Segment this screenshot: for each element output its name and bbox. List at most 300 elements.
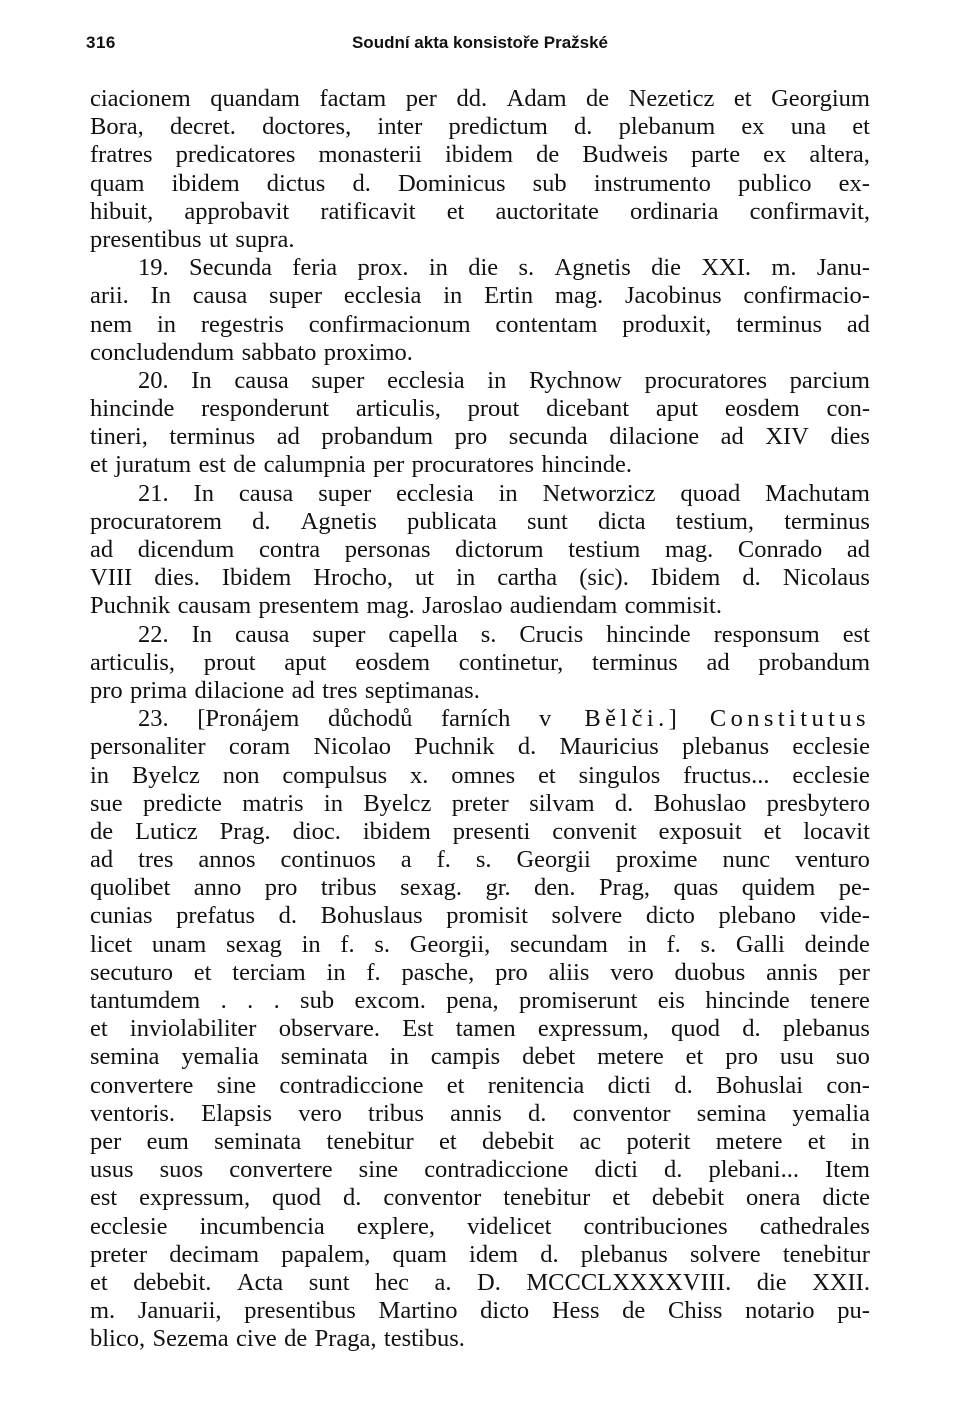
word: dicta — [597, 507, 646, 535]
word: a. — [434, 1268, 452, 1296]
text-line — [90, 621, 870, 649]
word: pasche, — [401, 958, 475, 986]
word: per — [90, 1127, 122, 1155]
word: x. — [410, 761, 429, 789]
word: est — [90, 1184, 118, 1212]
word: monasterii — [318, 141, 422, 169]
word: secundam — [510, 930, 608, 958]
word: hincinde — [90, 395, 175, 423]
word: eis — [657, 987, 685, 1014]
word: vero — [610, 958, 654, 986]
word: 23. — [138, 705, 169, 733]
word: hincinde — [606, 620, 691, 648]
word: ex — [741, 113, 765, 141]
word: Hrocho, — [313, 564, 393, 592]
word: plebanus — [682, 733, 770, 761]
word: Bohuslao — [653, 789, 747, 817]
word: debebit. — [133, 1268, 212, 1296]
word: responderunt — [201, 395, 330, 423]
word: Jacobinus — [624, 282, 722, 310]
word: prima — [130, 676, 188, 704]
word: sue — [90, 789, 123, 817]
word: una — [790, 113, 827, 141]
word: compulsus — [282, 761, 388, 789]
word: seminata — [214, 1127, 302, 1155]
word: presenti — [452, 817, 531, 845]
word: contentam — [495, 310, 598, 338]
word: Janu- — [816, 254, 870, 282]
word: s. — [480, 620, 497, 648]
word: super — [318, 479, 372, 507]
text-line — [90, 1269, 870, 1297]
word: confirmavit, — [749, 197, 870, 225]
word: Puchnik — [90, 592, 171, 620]
word: 19. — [138, 254, 169, 282]
word: ibidem — [171, 169, 240, 197]
word: dicto — [645, 902, 695, 930]
word: In — [191, 366, 212, 394]
word: et — [90, 1268, 108, 1296]
word: dicto — [480, 1297, 530, 1325]
word: ad — [720, 423, 744, 451]
word: m. — [771, 254, 797, 282]
word: deinde — [804, 930, 870, 958]
word: decimam — [169, 1240, 260, 1268]
word: ex- — [838, 169, 870, 197]
word: omnes — [451, 761, 516, 789]
word: terciam — [232, 958, 306, 986]
word: Sezema — [152, 1325, 229, 1353]
text-line — [90, 480, 870, 508]
text-line — [90, 818, 870, 846]
word: quod — [272, 1184, 322, 1212]
word: per — [405, 85, 437, 112]
word: s. — [475, 846, 492, 874]
word: pena, — [446, 987, 499, 1014]
word: quoad — [680, 479, 741, 507]
word: Acta — [236, 1268, 284, 1296]
word: in — [326, 958, 346, 986]
word: et — [90, 451, 108, 479]
word: f. — [366, 958, 381, 986]
word: locavit — [803, 817, 870, 845]
word: dicebant — [546, 395, 630, 423]
word: d. — [742, 1015, 761, 1043]
text-line — [90, 762, 870, 790]
word: Januarii, — [137, 1297, 222, 1325]
word: quandam — [210, 85, 300, 112]
word: et — [733, 85, 752, 112]
word: [Pronájem — [197, 705, 300, 733]
text-line — [90, 564, 870, 592]
word: tantumdem — [90, 987, 201, 1014]
word: dicendum — [137, 536, 235, 563]
text-line — [90, 1184, 870, 1212]
word: terminus — [592, 648, 678, 676]
word: per — [838, 958, 870, 986]
word: personas — [344, 536, 431, 563]
word: ad — [90, 536, 114, 563]
word: dicti — [607, 1071, 652, 1099]
word: Praga, — [314, 1325, 377, 1353]
word: conventor — [383, 1184, 482, 1212]
text-line — [90, 959, 870, 987]
word: sexag. — [400, 874, 463, 902]
word: sine — [216, 1071, 257, 1099]
word: Ertin — [484, 282, 534, 310]
word: quolibet — [90, 874, 171, 902]
word: super — [311, 366, 365, 394]
word: causam — [177, 592, 252, 620]
word: eosdem — [355, 648, 431, 676]
word: dies. — [154, 564, 200, 592]
word: den. — [534, 874, 576, 902]
word: důchodů — [327, 705, 413, 733]
word: hincinde — [705, 987, 790, 1014]
word: sine — [358, 1156, 399, 1184]
word: usu — [779, 1043, 814, 1071]
word: Agnetis — [554, 254, 631, 282]
word: supra. — [235, 225, 295, 253]
word: pro — [725, 1043, 758, 1071]
word: promisit — [446, 902, 528, 930]
word: juratum — [115, 451, 192, 479]
word: altera, — [809, 141, 870, 169]
word: in — [443, 282, 463, 310]
word: sub — [300, 987, 335, 1014]
word: inviolabiliter — [129, 1015, 257, 1043]
word: ibidem — [444, 141, 513, 169]
word: ad — [706, 648, 730, 676]
word: poterit — [626, 1127, 691, 1155]
word: Chiss — [667, 1297, 723, 1325]
word: promiserunt — [518, 987, 638, 1014]
word: quam — [90, 169, 145, 197]
word: debebit — [481, 1127, 555, 1155]
word: capella — [388, 620, 458, 648]
word: ad — [291, 676, 315, 704]
word: proximo. — [323, 338, 413, 366]
text-line — [90, 733, 870, 761]
word: contribuciones — [583, 1212, 728, 1240]
word: proxime — [615, 846, 698, 874]
word: tamen — [455, 1015, 516, 1043]
word: Prag. — [219, 817, 271, 845]
word: causa — [234, 620, 290, 648]
word: ecclesie — [792, 761, 870, 789]
word: aput — [284, 648, 327, 676]
text-line — [90, 987, 870, 1015]
text-line — [90, 592, 870, 620]
word: mag. — [366, 592, 415, 620]
word: testibus. — [383, 1325, 465, 1353]
word: ecclesia — [396, 479, 474, 507]
word: et — [538, 761, 556, 789]
word: calumpnia — [263, 451, 366, 479]
text-line — [90, 282, 870, 310]
word: die — [468, 254, 499, 282]
word: causa — [238, 479, 294, 507]
word: presbytero — [766, 789, 870, 817]
word: tenere — [810, 987, 870, 1014]
word: causa — [234, 366, 289, 394]
word: Ibidem — [221, 564, 292, 592]
word: Adam — [506, 85, 567, 112]
text-line — [90, 311, 870, 339]
word: solvere — [689, 1240, 761, 1268]
word: procuratores — [644, 366, 768, 394]
word: usus — [90, 1156, 134, 1184]
word: cunias — [90, 902, 153, 930]
word: ratificavit — [320, 197, 416, 225]
word: personaliter — [90, 733, 206, 761]
word: cive — [236, 1325, 277, 1353]
word: excom. — [354, 987, 426, 1014]
word: ibidem — [362, 817, 431, 845]
word: parte — [691, 141, 741, 169]
word: pe- — [838, 874, 870, 902]
page-number: 316 — [86, 33, 116, 52]
word: matris — [242, 789, 304, 817]
text-line — [90, 1015, 870, 1043]
word: in — [301, 930, 321, 958]
word: s. — [700, 930, 717, 958]
word: terminus — [736, 310, 822, 338]
word: contradiccione — [279, 1071, 424, 1099]
word: 22. — [138, 620, 169, 648]
word: procuratorem — [90, 507, 222, 535]
word: approbavit — [184, 197, 290, 225]
word: mag. — [664, 536, 714, 563]
word: notario — [745, 1297, 815, 1325]
word: semina — [90, 1043, 160, 1071]
word: 20. — [138, 366, 169, 394]
word: expressum, — [139, 1184, 251, 1212]
word: sabbato — [241, 338, 317, 366]
word: Rychnow — [528, 366, 622, 394]
word: in — [456, 564, 476, 592]
word: f. — [340, 930, 355, 958]
word: fructus... — [683, 761, 770, 789]
word: d. — [574, 113, 593, 141]
word: est — [198, 451, 226, 479]
word: d. — [343, 1184, 362, 1212]
text-line — [90, 1156, 870, 1184]
word: ordinaria — [630, 197, 719, 225]
word: ciacionem — [90, 85, 191, 112]
word: yemalia — [181, 1043, 259, 1071]
word: convenit — [552, 817, 637, 845]
word: in — [627, 930, 647, 958]
word: et — [438, 1127, 457, 1155]
word: prefatus — [176, 902, 256, 930]
word: Bohuslaus — [320, 902, 423, 930]
word: solvere — [551, 902, 623, 930]
text-line — [90, 395, 870, 423]
word: in — [487, 366, 507, 394]
word: secuturo — [90, 958, 173, 986]
word: metere — [715, 1127, 783, 1155]
text-line — [90, 113, 870, 141]
word: . — [247, 987, 254, 1014]
text-line — [90, 931, 870, 959]
word: Nezeticz — [628, 85, 715, 112]
word: inter — [377, 113, 423, 141]
word: Secunda — [188, 254, 272, 282]
word: licet — [90, 930, 133, 958]
word: Bohuslai — [715, 1071, 804, 1099]
word: m. — [90, 1297, 116, 1325]
word: convertere — [229, 1156, 333, 1184]
word: presentibus — [90, 225, 202, 253]
word: Byelcz — [363, 789, 432, 817]
word: Luticz — [135, 817, 198, 845]
word: (sic). — [579, 564, 629, 592]
word: prox. — [357, 254, 409, 282]
word: blico, — [90, 1325, 146, 1353]
word: et — [763, 817, 782, 845]
word: sunt — [526, 507, 568, 535]
word: v — [539, 705, 556, 733]
word: probandum — [321, 423, 433, 451]
word: cartha — [497, 564, 558, 592]
word: contradiccione — [424, 1156, 569, 1184]
word: in — [428, 254, 448, 282]
word: de — [536, 141, 560, 169]
word: de — [90, 817, 114, 845]
word: causa — [192, 282, 248, 310]
word: farních — [440, 705, 511, 733]
word: probandum — [758, 648, 870, 676]
word: annis — [766, 958, 818, 986]
word: vero — [298, 1099, 342, 1127]
word: quod — [671, 1015, 721, 1043]
word: Georgium — [771, 85, 870, 112]
word: continuos — [280, 846, 376, 874]
word: Conrado — [737, 536, 823, 563]
word: tenebitur — [782, 1240, 870, 1268]
word: ad — [276, 423, 300, 451]
word: et — [852, 113, 870, 141]
word: plebano — [718, 902, 797, 930]
word: XXII. — [812, 1268, 870, 1296]
word: predictum — [448, 113, 548, 141]
word: ecclesia — [343, 282, 422, 310]
word: audiendam — [509, 592, 618, 620]
word: videlicet — [467, 1212, 552, 1240]
word: decret. — [169, 113, 236, 141]
word: ad — [90, 846, 114, 874]
word: sunt — [308, 1268, 350, 1296]
word: f. — [666, 930, 681, 958]
word: in — [323, 789, 343, 817]
word: Puchnik — [414, 733, 495, 761]
word: aliis — [548, 958, 590, 986]
word: eosdem — [724, 395, 800, 423]
word: commisit. — [624, 592, 722, 620]
word: Bora, — [90, 113, 144, 141]
word: Budweis — [582, 141, 669, 169]
word: dictorum — [455, 536, 544, 563]
word: pro — [264, 874, 298, 902]
text-line — [90, 846, 870, 874]
word: con- — [826, 395, 870, 423]
word: Georgii, — [409, 930, 491, 958]
word: hibuit, — [90, 197, 154, 225]
word: et — [90, 1015, 108, 1043]
word: MCCCLXXXXVIII. — [526, 1268, 732, 1296]
word: confirmacio- — [743, 282, 870, 310]
text-line — [90, 423, 870, 451]
body-text — [90, 85, 870, 1353]
word: Byelcz — [131, 761, 200, 789]
word: dies — [830, 423, 870, 451]
word: . — [220, 987, 227, 1014]
word: auctoritate — [495, 197, 599, 225]
word: conventor — [572, 1099, 671, 1127]
word: idem — [469, 1240, 519, 1268]
word: Ibidem — [650, 564, 721, 592]
word: Georgii — [516, 846, 591, 874]
word: hincinde. — [541, 451, 632, 479]
word: parcium — [789, 366, 870, 394]
word: dictus — [266, 169, 326, 197]
word: d. — [540, 1240, 559, 1268]
word: in — [90, 761, 110, 789]
word: exposuit — [658, 817, 742, 845]
running-head: Soudní akta konsistoře Pražské — [351, 33, 609, 52]
word: articulis, — [90, 648, 176, 676]
word: expressum, — [537, 1015, 649, 1043]
word: dilacione — [194, 676, 285, 704]
word: In — [150, 282, 171, 310]
word: Dominicus — [397, 169, 506, 197]
word: ventoris. — [90, 1099, 176, 1127]
word: Elapsis — [201, 1099, 273, 1127]
word: prout — [203, 648, 256, 676]
text-line — [90, 1100, 870, 1128]
text-line — [90, 451, 870, 479]
word: cathedrales — [759, 1212, 870, 1240]
word: ut — [415, 564, 435, 592]
word: plebanus — [782, 1015, 870, 1043]
word: f. — [436, 846, 451, 874]
word: d. — [278, 902, 298, 930]
word: s. — [518, 254, 535, 282]
word: et — [193, 958, 212, 986]
word: suos — [159, 1156, 204, 1184]
word: ad — [846, 536, 870, 563]
word: Hess — [551, 1297, 600, 1325]
word: ecclesie — [90, 1212, 168, 1240]
word: observare. — [278, 1015, 381, 1043]
word: annos — [198, 846, 256, 874]
word: quam — [392, 1240, 447, 1268]
word: pu- — [837, 1297, 870, 1325]
word: in — [850, 1127, 870, 1155]
text-line — [90, 705, 870, 733]
word: Galli — [735, 930, 785, 958]
word: sub — [532, 169, 567, 197]
word: arii. — [90, 282, 129, 310]
word: plebanus — [580, 1240, 668, 1268]
word: die — [651, 254, 681, 282]
word: s. — [374, 930, 391, 958]
word: super — [312, 620, 366, 648]
word: D. — [477, 1268, 501, 1296]
word: incumbencia — [199, 1212, 325, 1240]
word: in — [157, 310, 177, 338]
